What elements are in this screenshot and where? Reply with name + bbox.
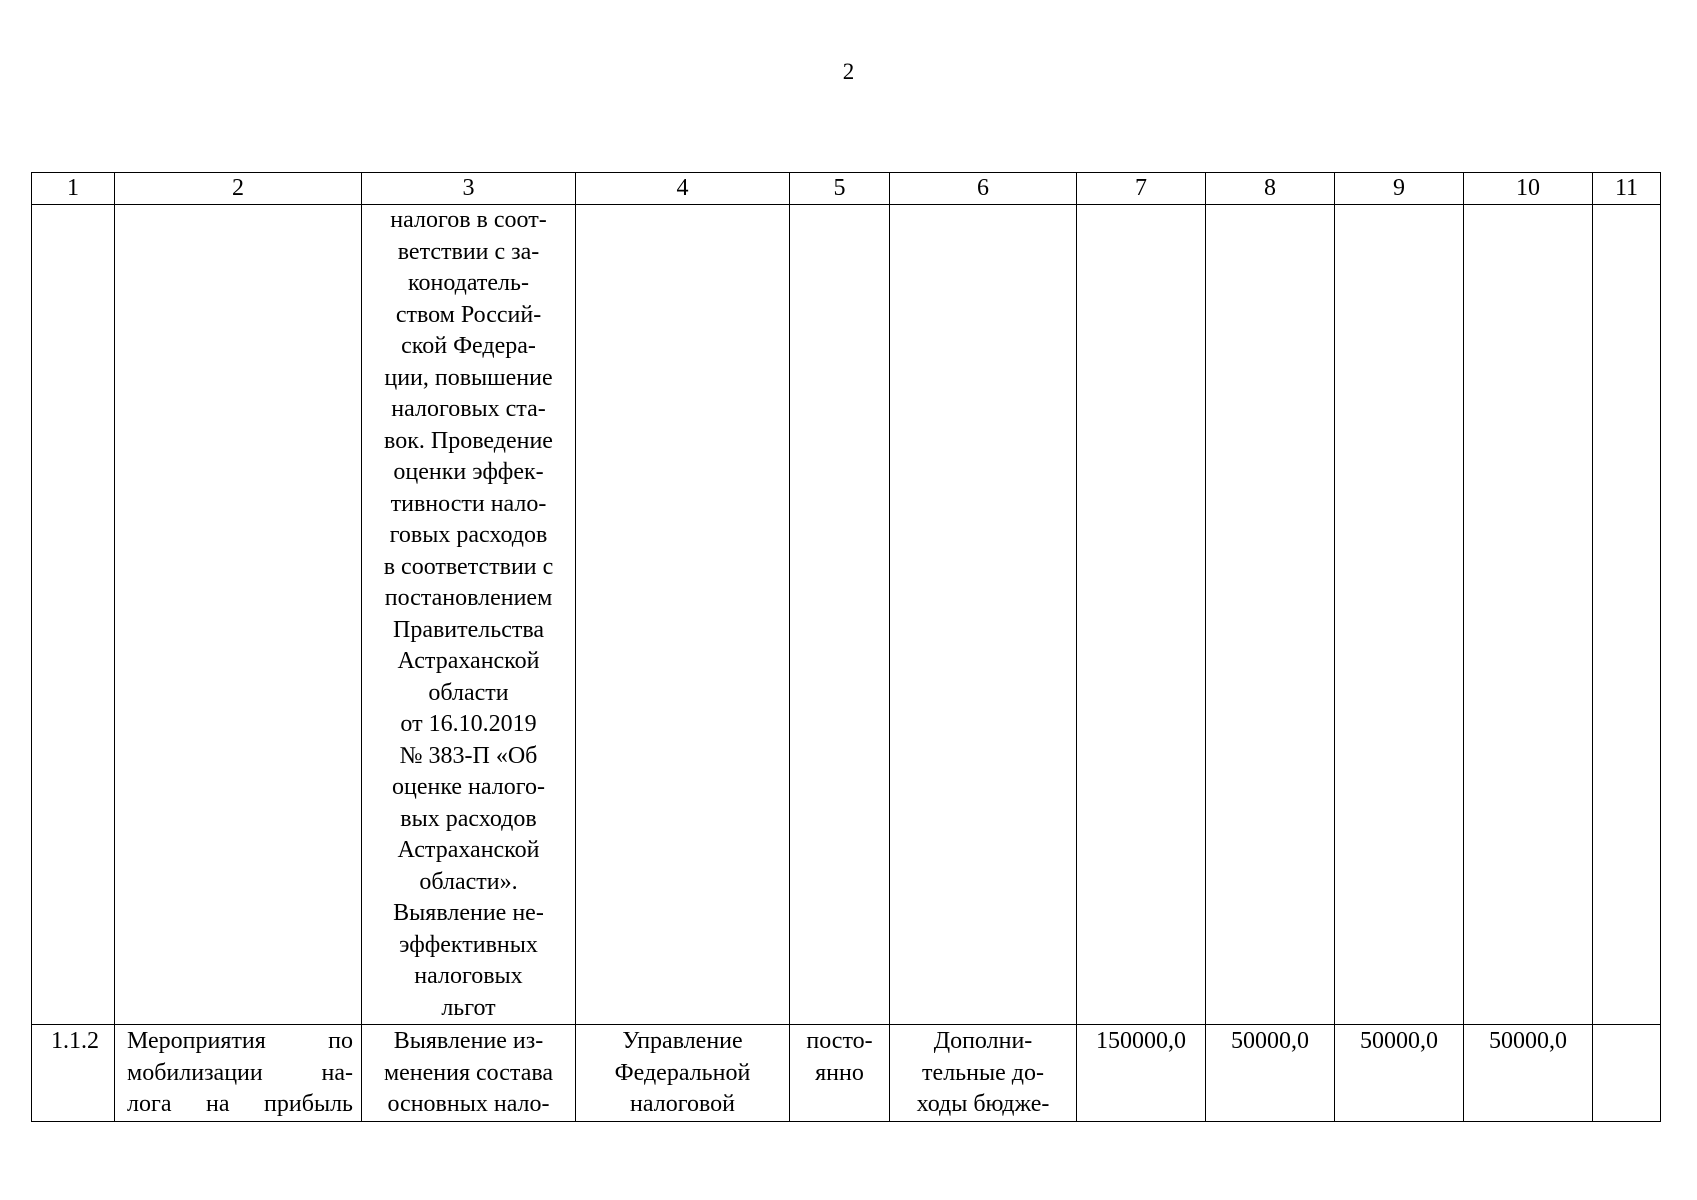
continuation-cell-empty [115, 205, 362, 1025]
continuation-cell-empty [32, 205, 115, 1025]
item-result-cell [890, 1025, 1077, 1122]
text-line: № 383-П «Об [399, 742, 538, 769]
column-number-cell: 8 [1206, 173, 1335, 205]
text-line: оценки эффек- [393, 459, 544, 485]
text-line: налоговых [414, 963, 523, 989]
text-line: льгот [441, 994, 496, 1021]
text-line: вок. Проведение [384, 427, 553, 454]
text-line: Управление [622, 1028, 743, 1054]
item-value-cell: 50000,0 [1206, 1025, 1335, 1122]
text-line: Астраханской [397, 837, 540, 863]
item-executor-cell [576, 1025, 790, 1122]
column-number-cell: 9 [1335, 173, 1464, 205]
text-line: Федеральной [614, 1059, 751, 1086]
continuation-description-cell [362, 205, 576, 1025]
text-line: оценке налого- [392, 774, 545, 800]
text-line: ции, повышение [384, 364, 553, 391]
continuation-cell-empty [790, 205, 890, 1025]
text-line: области». [419, 868, 518, 895]
text-line: Мероприятия по [127, 1028, 353, 1054]
text-line: Выявление не- [393, 900, 544, 926]
text-line: налоговой [630, 1091, 735, 1117]
column-number-row [32, 173, 1661, 205]
column-number-cell: 10 [1464, 173, 1593, 205]
column-number-cell: 2 [115, 173, 362, 205]
column-number-cell: 11 [1593, 173, 1661, 205]
text-line: в соответствии с [383, 553, 554, 580]
text-line: основных нало- [387, 1091, 550, 1117]
item-value-cell: 50000,0 [1464, 1025, 1593, 1122]
column-number-cell: 7 [1077, 173, 1206, 205]
text-line: тельные до- [922, 1059, 1044, 1086]
text-line: ством Россий- [395, 301, 542, 328]
text-line: Выявление из- [393, 1028, 544, 1054]
continuation-cell-empty [576, 205, 790, 1025]
item-term-cell [790, 1025, 890, 1122]
document-table [31, 172, 1661, 1122]
continuation-cell-empty [1077, 205, 1206, 1025]
text-line: вых расходов [400, 805, 537, 832]
item-description-cell [362, 1025, 576, 1122]
column-number-cell: 3 [362, 173, 576, 205]
text-line: Дополни- [933, 1028, 1033, 1054]
text-line: мобилизации на- [127, 1059, 353, 1086]
text-line: эффективных [399, 931, 538, 958]
column-number-cell: 1 [32, 173, 115, 205]
item-code-cell: 1.1.2 [32, 1025, 115, 1122]
text-line: янно [815, 1059, 864, 1086]
item-row-1-1-2 [32, 1025, 1661, 1122]
text-line: ской Федера- [401, 333, 536, 359]
continuation-cell-empty [890, 205, 1077, 1025]
text-line: налогов в соот- [390, 207, 547, 233]
page-number: 2 [842, 59, 855, 84]
text-line: Астраханской [397, 648, 540, 674]
continuation-cell-empty [1593, 205, 1661, 1025]
column-number-cell: 5 [790, 173, 890, 205]
text-line: менения состава [383, 1059, 554, 1086]
text-line: говых расходов [389, 522, 548, 548]
text-line: конодатель- [408, 270, 529, 296]
text-line: постановлением [384, 585, 553, 611]
item-empty-cell [1593, 1025, 1661, 1122]
continuation-cell-empty [1464, 205, 1593, 1025]
text-line: тивности нало- [390, 490, 547, 517]
text-line: налоговых ста- [391, 396, 546, 422]
column-number-cell: 6 [890, 173, 1077, 205]
text-line: области [428, 679, 509, 706]
continuation-cell-empty [1335, 205, 1464, 1025]
item-value-cell: 150000,0 [1077, 1025, 1206, 1122]
text-line: ходы бюдже- [916, 1091, 1050, 1117]
item-name-cell [115, 1025, 362, 1122]
text-line: лога на прибыль [127, 1091, 353, 1117]
continuation-row [32, 205, 1661, 1025]
continuation-cell-empty [1206, 205, 1335, 1025]
item-value-cell: 50000,0 [1335, 1025, 1464, 1122]
text-line: ветствии с за- [397, 238, 540, 265]
text-line: Правительства [392, 616, 545, 643]
text-line: посто- [806, 1028, 873, 1054]
column-number-cell: 4 [576, 173, 790, 205]
text-line: от 16.10.2019 [400, 711, 537, 737]
